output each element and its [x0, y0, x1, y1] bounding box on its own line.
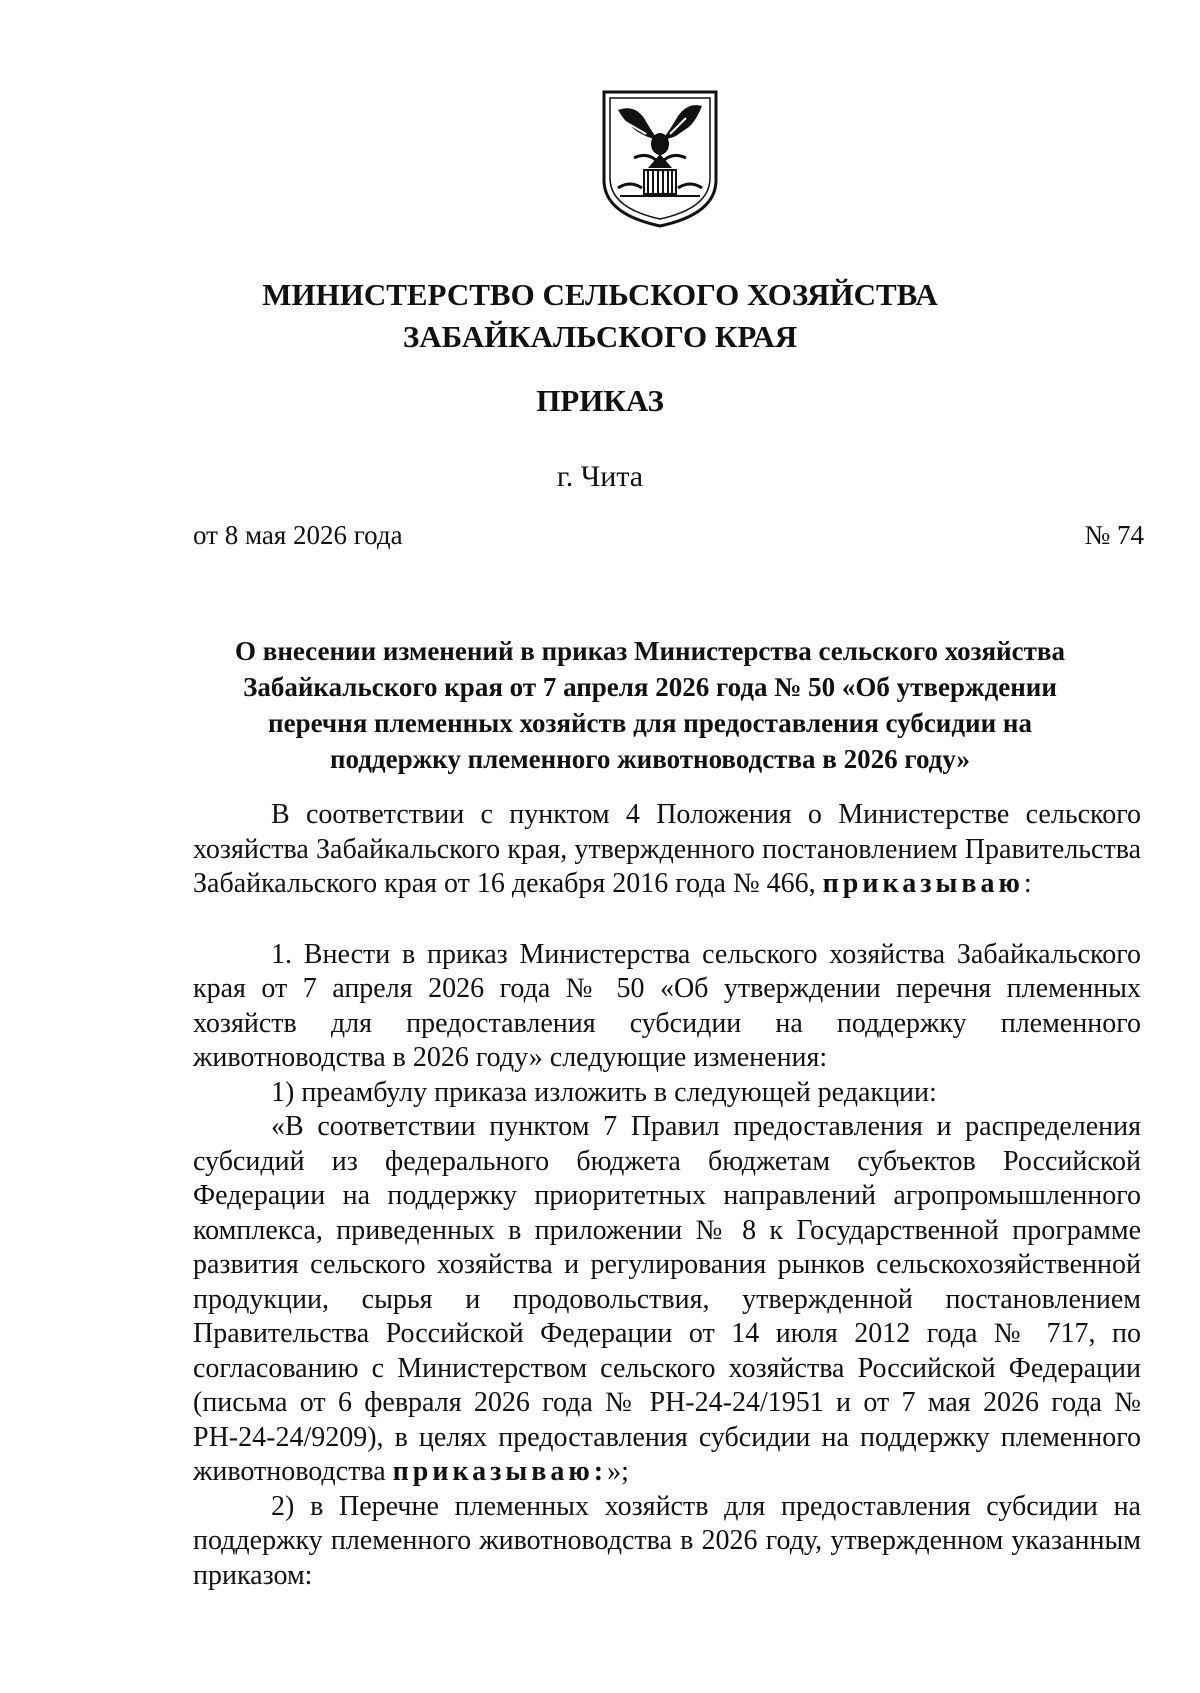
item-1-2-paragraph: 2) в Перечне племенных хозяйств для предоставления субсидии на поддержку племенного животноводства в 2026 году, утвержденном указанным приказом:: [193, 1490, 1141, 1591]
city: г. Чита: [556, 460, 644, 493]
quote-paragraph: [193, 1110, 1141, 1490]
document-subject: [170, 633, 1130, 777]
preamble-end: :: [1023, 868, 1032, 899]
subject-line-3: перечня племенных хозяйств для предоставления субсидии на: [268, 708, 1032, 738]
subject-line-4: поддержку племенного животноводства в 2026 году»: [329, 744, 970, 774]
quote-text: «В соответствии пунктом 7 Правил предоставления и распределения субсидий из федерального бюджета бюджетам субъектов Российской Федерации на поддержку приоритетных направлений агропромышленного комплекса, приведенных в приложении № 8 к Государственной программе развития сельского хозяйства и регулирования рынков сельскохозяйственной продукции, сырья и продовольствия, утвержденной постановлением Правительства Российской Федерации от 14 июля 2012 года № 717, по согласованию с Министерством сельского хозяйства Российской Федерации (письма от 6 февраля 2026 года № РН-24-24/1951 и от 7 мая 2026 года № РН-24-24/9209), в целях предоставления субсидии на поддержку племенного животноводства: [193, 1111, 1141, 1487]
ministry-name-line-2: ЗАБАЙКАЛЬСКОГО КРАЯ: [402, 319, 798, 354]
preamble-text: В соответствии с пунктом 4 Положения о Министерстве сельского хозяйства Забайкальского края, утвержденного постановлением Правительства Забайкальского края от 16 декабря 2016 года № 466,: [193, 799, 1141, 899]
document-body: [193, 798, 1141, 1593]
item-1-paragraph: 1. Внести в приказ Министерства сельского хозяйства Забайкальского края от 7 апреля 2026 года № 50 «Об утверждении перечня племенных хозяйств для предоставления субсидии на поддержку племенного животноводства в 2026 году» следующие изменения:: [193, 938, 1141, 1073]
subject-line-2: Забайкальского края от 7 апреля 2026 года № 50 «Об утверждении: [243, 672, 1057, 702]
document-type: ПРИКАЗ: [536, 383, 664, 418]
preamble-paragraph: [193, 798, 1141, 902]
quote-end: »;: [607, 1456, 629, 1487]
subject-line-1: О внесении изменений в приказ Министерства сельского хозяйства: [234, 636, 1066, 666]
document-date: от 8 мая 2026 года: [193, 520, 403, 550]
quote-order-word: приказываю:: [392, 1456, 608, 1487]
ministry-name: [0, 274, 1200, 358]
item-1-1-paragraph: 1) преамбулу приказа изложить в следующей редакции:: [271, 1076, 937, 1108]
ministry-name-line-1: МИНИСТЕРСТВО СЕЛЬСКОГО ХОЗЯЙСТВА: [262, 277, 938, 312]
document-number: № 74: [1084, 520, 1144, 550]
order-word: приказываю: [822, 868, 1024, 899]
coat-of-arms-emblem: [600, 88, 720, 228]
